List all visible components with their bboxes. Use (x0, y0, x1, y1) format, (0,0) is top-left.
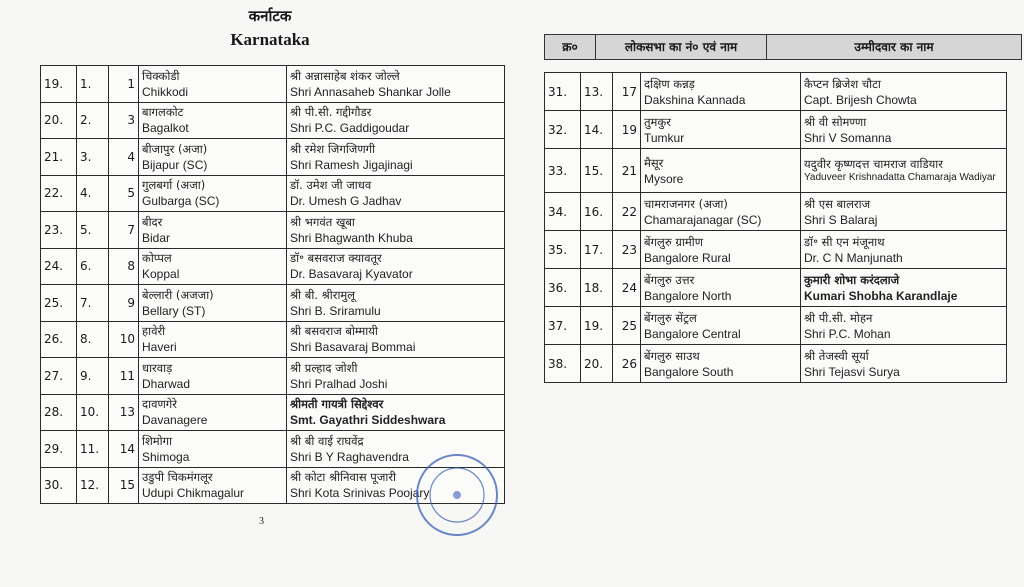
constituency-name-hindi: शिमोगा (142, 433, 173, 448)
state-serial-cell: 19. (581, 307, 613, 345)
state-serial-cell: 18. (581, 269, 613, 307)
candidate-name-hindi: डॉ. उमेश जी जाधव (290, 178, 372, 193)
candidate-cell (287, 394, 505, 431)
candidate-name-english: Shri B. Sriramulu (290, 303, 381, 318)
candidate-cell (287, 248, 505, 285)
constituency-cell (139, 248, 287, 285)
candidate-cell (801, 345, 1007, 383)
constituency-name-hindi: चिक्कोडी (142, 68, 180, 83)
serial-cell: 38. (545, 345, 581, 383)
candidate-name-english: Yaduveer Krishnadatta Chamaraja Wadiyar (804, 172, 996, 183)
candidate-name-english: Shri Ramesh Jigajinagi (290, 157, 413, 172)
constituency-number-cell: 26 (613, 345, 641, 383)
candidate-cell (287, 285, 505, 322)
constituency-cell (139, 139, 287, 176)
candidate-name-english: Dr. C N Manjunath (804, 250, 903, 265)
constituency-number-cell: 13 (109, 394, 139, 431)
constituency-number-cell: 4 (109, 139, 139, 176)
candidate-cell (287, 321, 505, 358)
constituency-name-english: Dharwad (142, 376, 191, 391)
constituency-number-cell: 11 (109, 358, 139, 395)
constituency-cell (139, 431, 287, 468)
constituency-name-english: Bangalore Central (644, 326, 741, 341)
serial-cell: 28. (41, 394, 77, 431)
constituency-cell (641, 231, 801, 269)
candidate-cell (801, 307, 1007, 345)
candidate-name-hindi: श्री कोटा श्रीनिवास पूजारी (290, 470, 397, 485)
state-serial-cell: 11. (77, 431, 109, 468)
constituency-number-cell: 5 (109, 175, 139, 212)
candidate-cell (287, 139, 505, 176)
table-row (41, 358, 505, 395)
serial-cell: 20. (41, 102, 77, 139)
constituency-number-cell: 19 (613, 111, 641, 149)
constituency-name-english: Haveri (142, 340, 177, 355)
constituency-cell (641, 149, 801, 193)
candidate-name-english: Shri B Y Raghavendra (290, 449, 409, 464)
candidate-cell (287, 175, 505, 212)
state-serial-cell: 12. (77, 467, 109, 504)
state-serial-cell: 17. (581, 231, 613, 269)
constituency-name-english: Davanagere (142, 413, 208, 428)
serial-cell: 36. (545, 269, 581, 307)
candidate-name-english: Dr. Umesh G Jadhav (290, 194, 402, 209)
constituency-cell (641, 307, 801, 345)
candidate-name-hindi: श्री एस बालराज (804, 196, 871, 211)
header-serial: क्र० (545, 35, 596, 59)
state-serial-cell: 9. (77, 358, 109, 395)
constituency-name-hindi: मैसूर (644, 155, 664, 170)
table-row (41, 248, 505, 285)
heading-hindi: कर्नाटक (248, 7, 292, 25)
constituency-name-english: Bangalore Rural (644, 250, 731, 265)
constituency-name-english: Chikkodi (142, 84, 189, 99)
right-table-header (544, 34, 1022, 60)
constituency-cell (139, 175, 287, 212)
table-row (41, 321, 505, 358)
constituency-name-hindi: कोप्पल (142, 251, 172, 266)
table-row (41, 139, 505, 176)
constituency-name-english: Bellary (ST) (142, 303, 206, 318)
candidate-name-hindi: श्री रमेश जिगजिणगी (290, 141, 376, 156)
constituency-name-english: Udupi Chikmagalur (142, 486, 245, 501)
serial-cell: 32. (545, 111, 581, 149)
candidate-name-english: Shri Basavaraj Bommai (290, 340, 416, 355)
constituency-name-hindi: धारवाड़ (142, 360, 173, 375)
candidate-name-english: Shri V Somanna (804, 130, 892, 145)
serial-cell: 23. (41, 212, 77, 249)
constituency-name-english: Bidar (142, 230, 171, 245)
constituency-name-hindi: तुमकुर (644, 114, 671, 129)
constituency-name-english: Koppal (142, 267, 180, 282)
constituency-number-cell: 22 (613, 193, 641, 231)
constituency-name-hindi: उडुपी चिकमंगलूर (142, 470, 213, 485)
candidate-cell (801, 149, 1007, 193)
constituency-name-english: Bijapur (SC) (142, 157, 208, 172)
constituency-number-cell: 3 (109, 102, 139, 139)
serial-cell: 30. (41, 467, 77, 504)
state-serial-cell: 10. (77, 394, 109, 431)
table-row (545, 307, 1007, 345)
candidate-name-hindi: श्री तेजस्वी सूर्या (804, 348, 869, 363)
table-row (41, 394, 505, 431)
constituency-number-cell: 1 (109, 66, 139, 103)
heading-english: Karnataka (230, 30, 310, 49)
constituency-name-hindi: बेंगलुरु ग्रामीण (644, 234, 704, 249)
table-row (545, 345, 1007, 383)
constituency-name-english: Dakshina Kannada (644, 92, 746, 107)
candidate-name-english: Kumari Shobha Karandlaje (804, 288, 958, 303)
constituency-name-english: Bangalore North (644, 288, 732, 303)
serial-cell: 34. (545, 193, 581, 231)
constituency-name-hindi: बेंगलुरु सेंट्रल (644, 310, 697, 325)
constituency-name-hindi: दक्षिण कन्नड़ (644, 76, 695, 91)
candidate-cell (801, 193, 1007, 231)
candidate-cell (801, 111, 1007, 149)
candidate-cell (801, 73, 1007, 111)
state-serial-cell: 2. (77, 102, 109, 139)
constituency-name-hindi: बागलकोट (142, 105, 184, 120)
constituency-cell (139, 285, 287, 322)
serial-cell: 21. (41, 139, 77, 176)
candidate-name-english: Shri P.C. Gaddigoudar (290, 121, 410, 136)
header-candidate: उम्मीदवार का नाम (854, 40, 934, 54)
candidate-name-hindi: श्री वी सोमण्णा (804, 114, 867, 129)
constituency-name-english: Bangalore South (644, 364, 734, 379)
serial-cell: 35. (545, 231, 581, 269)
constituency-cell (641, 111, 801, 149)
table-row (545, 149, 1007, 193)
candidate-name-hindi: श्री प्रल्हाद जोशी (290, 360, 358, 375)
serial-cell: 33. (545, 149, 581, 193)
candidate-cell (287, 66, 505, 103)
constituency-number-cell: 14 (109, 431, 139, 468)
header-constituency: लोकसभा का नं० एवं नाम (596, 35, 767, 59)
constituency-cell (641, 345, 801, 383)
page-number: 3 (259, 516, 264, 527)
serial-cell: 19. (41, 66, 77, 103)
serial-cell: 31. (545, 73, 581, 111)
serial-cell: 29. (41, 431, 77, 468)
constituency-name-hindi: बेंगलुरु उत्तर (644, 272, 695, 287)
table-row (41, 66, 505, 103)
table-row (41, 175, 505, 212)
candidate-name-hindi: कुमारी शोभा करंदलाजे (804, 272, 900, 287)
table-row (41, 212, 505, 249)
candidate-name-english: Shri S Balaraj (804, 212, 878, 227)
candidate-name-hindi: श्री पी.सी. मोहन (804, 310, 873, 325)
constituency-name-hindi: हावेरी (142, 324, 166, 339)
constituency-cell (139, 66, 287, 103)
candidate-cell (801, 269, 1007, 307)
candidate-name-english: Capt. Brijesh Chowta (804, 92, 917, 107)
constituency-name-english: Chamarajanagar (SC) (644, 212, 762, 227)
constituency-number-cell: 7 (109, 212, 139, 249)
table-row (545, 111, 1007, 149)
serial-cell: 22. (41, 175, 77, 212)
constituency-cell (139, 394, 287, 431)
table-row (41, 285, 505, 322)
constituency-cell (641, 73, 801, 111)
candidate-name-hindi: श्री बी. श्रीरामुलू (290, 287, 356, 302)
state-serial-cell: 4. (77, 175, 109, 212)
candidate-name-hindi: कैप्टन ब्रिजेश चौटा (804, 76, 881, 91)
state-serial-cell: 8. (77, 321, 109, 358)
candidate-name-hindi: श्री बी वाई राघवेंद्र (290, 433, 364, 448)
table-row (545, 269, 1007, 307)
constituency-name-english: Shimoga (142, 449, 190, 464)
constituency-number-cell: 24 (613, 269, 641, 307)
state-serial-cell: 16. (581, 193, 613, 231)
table-row (41, 102, 505, 139)
constituency-cell (641, 269, 801, 307)
candidate-cell (287, 102, 505, 139)
candidate-name-english: Shri Annasaheb Shankar Jolle (290, 84, 451, 99)
state-serial-cell: 14. (581, 111, 613, 149)
constituency-cell (641, 193, 801, 231)
candidate-name-english: Shri Pralhad Joshi (290, 376, 388, 391)
constituency-name-hindi: दावणगेरे (142, 397, 177, 412)
candidate-cell (287, 358, 505, 395)
candidate-name-hindi: डॉ॰ सी एन मंजूनाथ (804, 234, 885, 249)
candidate-cell (801, 231, 1007, 269)
constituency-cell (139, 358, 287, 395)
constituency-number-cell: 10 (109, 321, 139, 358)
constituency-name-hindi: बीदर (142, 214, 163, 229)
constituency-name-english: Gulbarga (SC) (142, 194, 220, 209)
state-serial-cell: 15. (581, 149, 613, 193)
state-serial-cell: 20. (581, 345, 613, 383)
left-candidate-table (40, 65, 505, 504)
serial-cell: 24. (41, 248, 77, 285)
constituency-name-hindi: बेल्लारी (अजजा) (142, 287, 214, 302)
constituency-cell (139, 212, 287, 249)
constituency-name-hindi: गुलबर्गा (अजा) (142, 178, 206, 193)
state-serial-cell: 13. (581, 73, 613, 111)
candidate-name-english: Shri P.C. Mohan (804, 326, 891, 341)
table-row (545, 193, 1007, 231)
constituency-number-cell: 25 (613, 307, 641, 345)
right-candidate-table (544, 72, 1007, 383)
constituency-number-cell: 8 (109, 248, 139, 285)
constituency-name-hindi: बीजापुर (अजा) (142, 141, 208, 156)
constituency-number-cell: 23 (613, 231, 641, 269)
table-row (545, 73, 1007, 111)
serial-cell: 25. (41, 285, 77, 322)
state-serial-cell: 3. (77, 139, 109, 176)
constituency-name-english: Tumkur (644, 130, 685, 145)
state-serial-cell: 6. (77, 248, 109, 285)
constituency-cell (139, 467, 287, 504)
candidate-name-english: Shri Tejasvi Surya (804, 364, 900, 379)
constituency-number-cell: 9 (109, 285, 139, 322)
state-serial-cell: 5. (77, 212, 109, 249)
candidate-name-hindi: डॉ॰ बसवराज क्यावतूर (290, 251, 382, 266)
table-row (545, 231, 1007, 269)
constituency-cell (139, 102, 287, 139)
candidate-name-english: Smt. Gayathri Siddeshwara (290, 413, 446, 428)
candidate-name-english: Dr. Basavaraj Kyavator (290, 267, 413, 282)
constituency-name-hindi: चामराजनगर (अजा) (644, 196, 728, 211)
constituency-number-cell: 21 (613, 149, 641, 193)
serial-cell: 27. (41, 358, 77, 395)
candidate-cell (287, 212, 505, 249)
candidate-name-hindi: श्री बसवराज बोम्मायी (290, 324, 378, 339)
constituency-number-cell: 17 (613, 73, 641, 111)
serial-cell: 26. (41, 321, 77, 358)
serial-cell: 37. (545, 307, 581, 345)
state-serial-cell: 1. (77, 66, 109, 103)
candidate-name-hindi: श्री अन्नासाहेब शंकर जोल्ले (290, 68, 400, 83)
constituency-name-english: Mysore (644, 171, 684, 186)
state-serial-cell: 7. (77, 285, 109, 322)
candidate-name-hindi: श्री भगवंत खूबा (290, 214, 355, 229)
candidate-name-hindi: श्री पी.सी. गद्दीगौडर (290, 105, 372, 120)
candidate-name-english: Shri Kota Srinivas Poojary (290, 486, 430, 501)
candidate-name-hindi: श्रीमती गायत्री सिद्देश्वर (290, 397, 384, 412)
party-seal-stamp (414, 452, 500, 538)
constituency-cell (139, 321, 287, 358)
candidate-name-hindi: यदुवीर कृष्णदत्त चामराज वाडियार (804, 157, 943, 171)
candidate-name-english: Shri Bhagwanth Khuba (290, 230, 413, 245)
constituency-name-english: Bagalkot (142, 121, 189, 136)
constituency-name-hindi: बेंगलुरु साउथ (644, 348, 700, 363)
constituency-number-cell: 15 (109, 467, 139, 504)
